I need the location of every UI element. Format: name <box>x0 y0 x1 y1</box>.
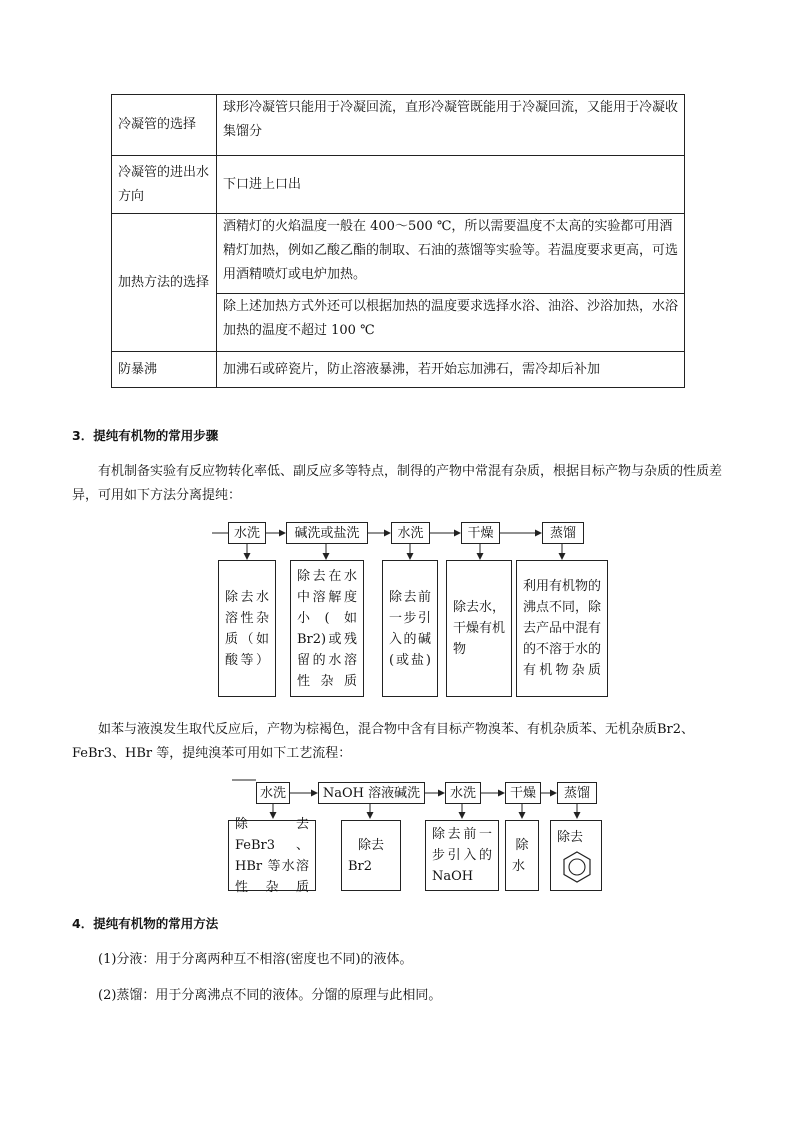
row-content: 下口进上口出 <box>217 156 685 214</box>
section-heading: 4．提纯有机物的常用方法 <box>72 916 219 931</box>
flow-step-dry: 干燥 <box>461 522 500 544</box>
flow-step-dry: 干燥 <box>505 782 541 804</box>
flow-note <box>228 816 316 895</box>
flow-step-water-wash: 水洗 <box>256 782 290 804</box>
flow-step-alkali-wash: 碱洗或盐洗 <box>286 522 368 544</box>
paragraph: 如苯与液溴发生取代反应后，产物为棕褐色，混合物中含有目标产物溴苯、有机杂质苯、无机杂质Br2、FeBr3、HBr 等，提纯溴苯可用如下工艺流程： <box>72 722 695 761</box>
flow-note-text: 除水 <box>512 837 529 874</box>
benzene-ring-icon <box>561 850 593 884</box>
section-heading: 3．提纯有机物的常用步骤 <box>72 428 219 443</box>
flow-note-text: 除去前一步引入的 NaOH <box>432 827 492 884</box>
flow-note <box>516 560 608 697</box>
flow-step-water-wash: 水洗 <box>445 782 481 804</box>
flow-note-text: 除去水溶性杂质（如酸等） <box>225 589 269 668</box>
row-label: 防暴沸 <box>112 352 217 388</box>
flow-step-distill: 蒸馏 <box>557 782 597 804</box>
flow-note-text: 除去水，干燥有机物 <box>453 600 506 657</box>
row-label: 冷凝管的选择 <box>112 95 217 156</box>
flow-note <box>290 560 364 697</box>
flow-note <box>550 820 602 891</box>
flow-note <box>425 820 499 891</box>
flow-note <box>341 820 401 891</box>
paragraph: 有机制备实验有反应物转化率低、副反应多等特点，制得的产物中常混有杂质，根据目标产物与杂质的性质差异，可用如下方法分离提纯： <box>72 464 723 503</box>
row-content: 酒精灯的火焰温度一般在 400～500 ℃，所以需要温度不太高的实验都可用酒精灯加热，例如乙酸乙酯的制取、石油的蒸馏等实验等。若温度要求更高，可选用酒精喷灯或电炉加热。 <box>217 214 685 294</box>
flow-note-text: 除去在水中溶解度小(如 Br2)或残留的水溶性杂质 <box>297 568 357 689</box>
flow-note-text: 除去 <box>557 830 584 845</box>
flow-note <box>218 560 276 697</box>
flow-note <box>382 560 438 697</box>
flow-step-distill: 蒸馏 <box>542 522 584 544</box>
flow-note-text: 除去前一步引入的碱(或盐) <box>389 589 431 668</box>
flow-note <box>446 560 512 697</box>
flow-note-text: 除去 Br2 <box>348 837 384 874</box>
list-item: (2)蒸馏：用于分离沸点不同的液体。分馏的原理与此相同。 <box>98 988 442 1003</box>
row-label: 加热方法的选择 <box>112 214 217 352</box>
flow-note-text: 利用有机物的沸点不同，除去产品中混有的不溶于水的有机物杂质 <box>523 579 602 678</box>
flow-step-water-wash: 水洗 <box>228 522 266 544</box>
row-label: 冷凝管的进出水方向 <box>112 156 217 214</box>
flow-note-text: 除去 FeBr3、HBr 等水溶性杂质 <box>235 816 309 895</box>
flow-step-water-wash: 水洗 <box>391 522 430 544</box>
row-content: 球形冷凝管只能用于冷凝回流，直形冷凝管既能用于冷凝回流，又能用于冷凝收集馏分 <box>217 95 685 156</box>
list-item: (1)分液：用于分离两种互不相溶(密度也不同)的液体。 <box>98 952 413 967</box>
row-content: 除上述加热方式外还可以根据加热的温度要求选择水浴、油浴、沙浴加热，水浴加热的温度不超过 100 ℃ <box>217 294 685 352</box>
flow-note <box>505 820 539 891</box>
flow-step-naoh-wash: NaOH 溶液碱洗 <box>318 782 425 804</box>
row-content: 加沸石或碎瓷片，防止溶液暴沸，若开始忘加沸石，需冷却后补加 <box>217 352 685 388</box>
